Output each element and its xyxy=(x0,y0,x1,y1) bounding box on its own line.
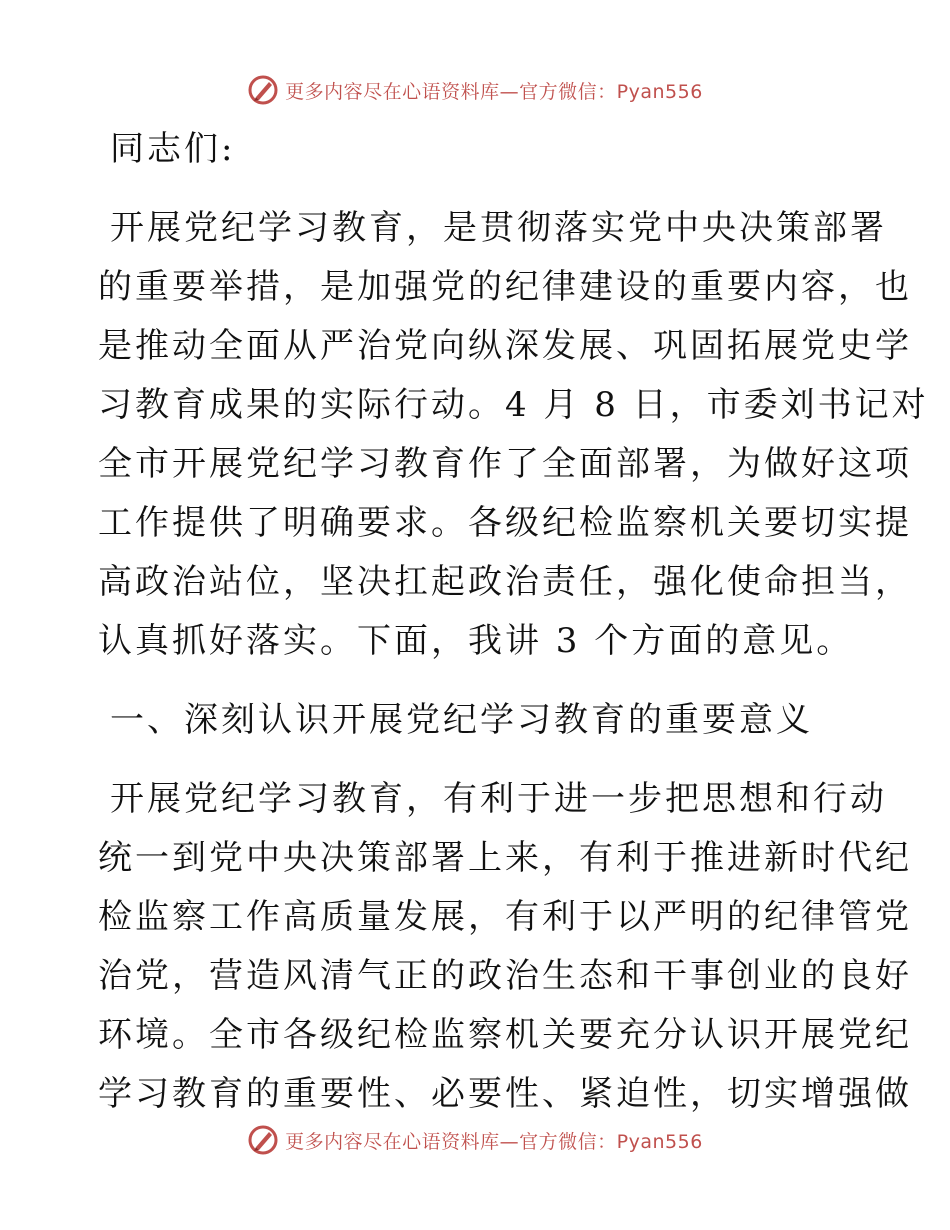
section-heading: 一、深刻认识开展党纪学习教育的重要意义 xyxy=(110,700,813,740)
watermark-text: 更多内容尽在心语资料库—官方微信：Pyan556 xyxy=(285,1130,703,1153)
paragraph-line: 学习教育的重要性、必要性、紧迫性，切实增强做 xyxy=(98,1074,912,1114)
paragraph-line: 治党，营造风清气正的政治生态和干事创业的良好 xyxy=(98,956,912,996)
paragraph-line: 高政治站位，坚决扛起政治责任，强化使命担当， xyxy=(98,562,912,602)
paragraph-line: 工作提供了明确要求。各级纪检监察机关要切实提 xyxy=(98,503,912,543)
watermark-text: 更多内容尽在心语资料库—官方微信：Pyan556 xyxy=(285,80,703,103)
paragraph-2 xyxy=(98,770,912,1124)
paragraph-line: 统一到党中央决策部署上来，有利于推进新时代纪 xyxy=(98,838,912,878)
paragraph-line: 检监察工作高质量发展，有利于以严明的纪律管党 xyxy=(98,897,912,937)
paragraph-line: 是推动全面从严治党向纵深发展、巩固拓展党史学 xyxy=(98,326,912,366)
pen-logo-icon xyxy=(247,74,279,106)
paragraph-line: 开展党纪学习教育，是贯彻落实党中央决策部署 xyxy=(110,208,887,248)
paragraph-line: 环境。全市各级纪检监察机关要充分认识开展党纪 xyxy=(98,1015,912,1055)
pen-logo-icon xyxy=(247,1124,279,1156)
paragraph-line: 习教育成果的实际行动。4 月 8 日，市委刘书记对 xyxy=(98,385,929,425)
paragraph-line: 全市开展党纪学习教育作了全面部署，为做好这项 xyxy=(98,444,912,484)
watermark-footer xyxy=(0,1120,950,1160)
paragraph-line: 开展党纪学习教育，有利于进一步把思想和行动 xyxy=(110,779,887,819)
paragraph-1 xyxy=(98,199,929,671)
paragraph-line: 认真抓好落实。下面，我讲 3 个方面的意见。 xyxy=(98,621,854,661)
paragraph-line: 的重要举措，是加强党的纪律建设的重要内容，也 xyxy=(98,267,912,307)
document-body xyxy=(98,120,929,1124)
watermark-header xyxy=(0,70,950,110)
salutation: 同志们: xyxy=(110,129,236,169)
